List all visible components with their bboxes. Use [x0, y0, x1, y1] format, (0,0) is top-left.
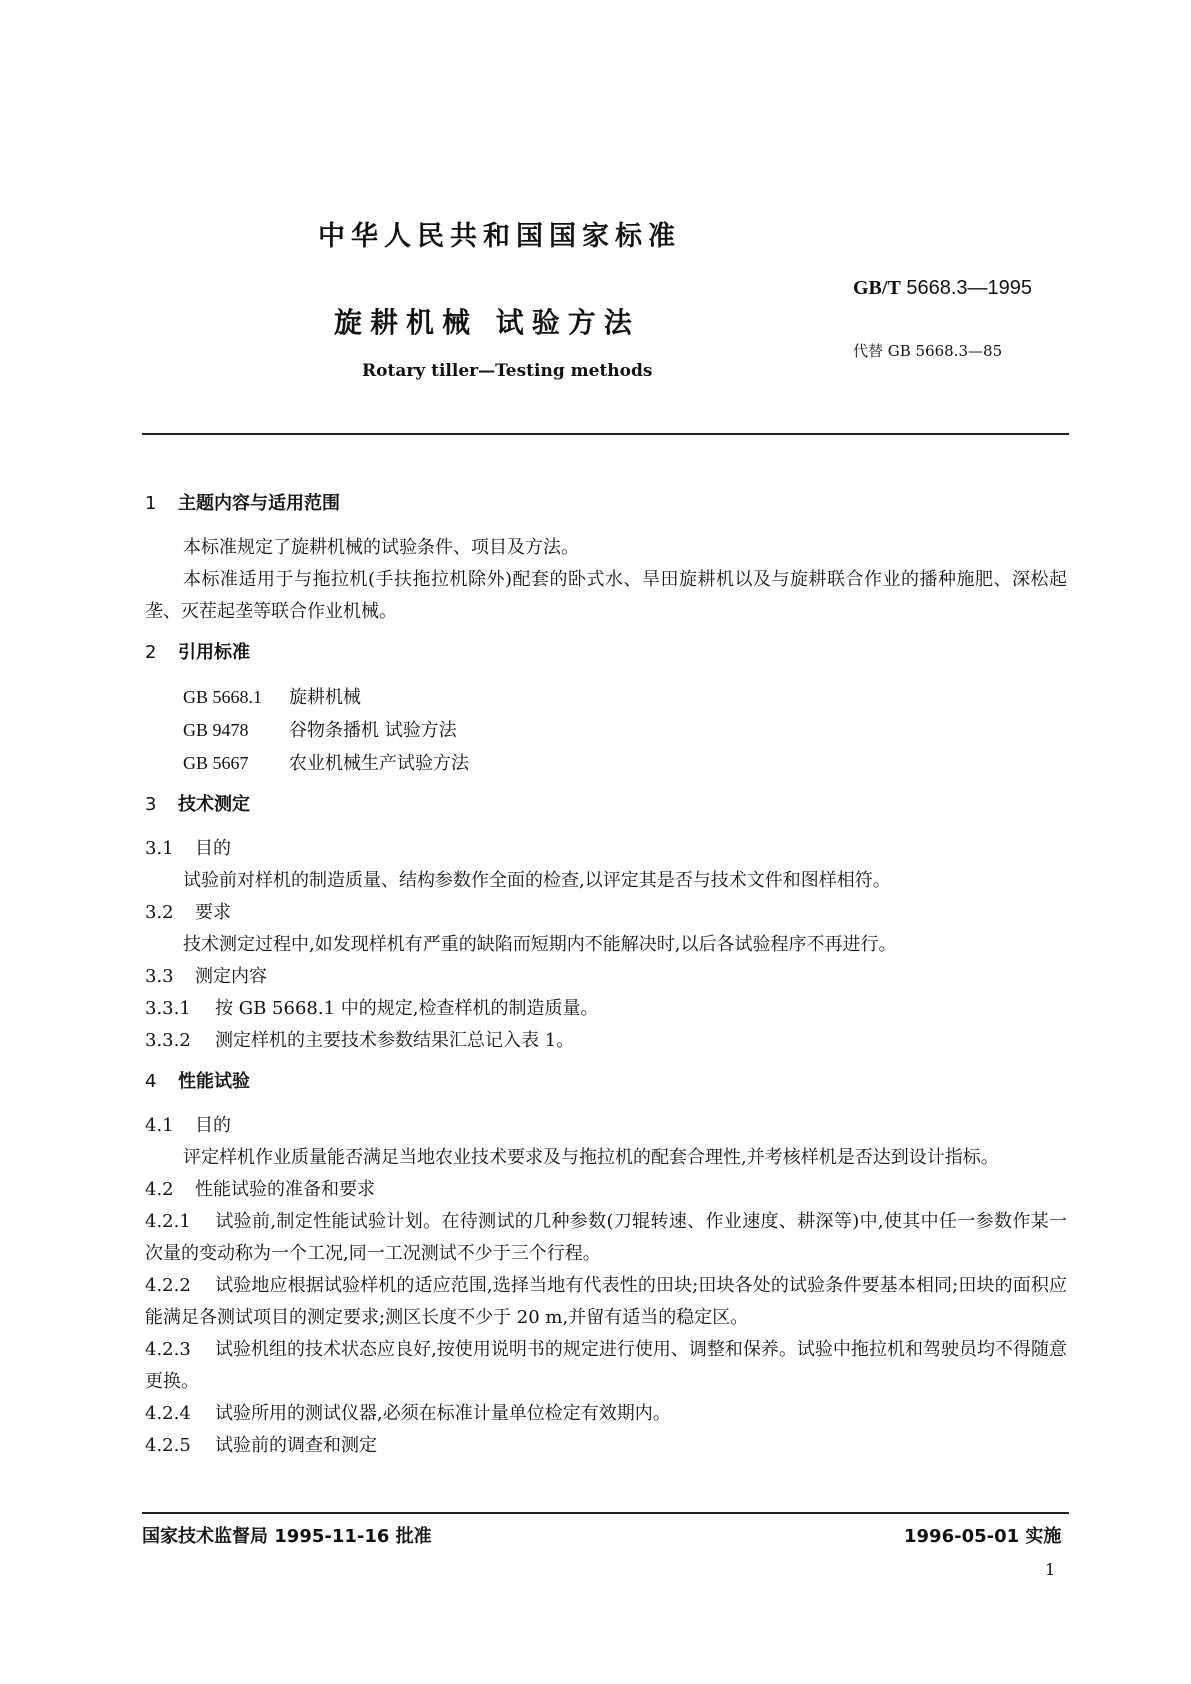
- clause-number: 3.3: [145, 966, 174, 987]
- section-3-heading: [145, 789, 1067, 821]
- reference-code: GB 9478: [183, 720, 249, 740]
- clause-title: 目的: [195, 1115, 231, 1136]
- section-1-heading: [145, 488, 1067, 520]
- clause-text: 按 GB 5668.1 中的规定,检查样机的制造质量。: [215, 998, 599, 1019]
- clause-4-2-heading: [145, 1174, 1067, 1206]
- clause-number: 4.2.2: [145, 1275, 191, 1296]
- replaces-standard: 代替 GB 5668.3—85: [853, 342, 1003, 360]
- reference-name: 农业机械生产试验方法: [289, 753, 469, 774]
- clause-3-2-heading: [145, 897, 1067, 929]
- section-2-title: 引用标准: [178, 642, 250, 663]
- reference-item: [145, 747, 1067, 780]
- section-1-number: 1: [145, 493, 157, 514]
- reference-name: 旋耕机械: [289, 687, 361, 708]
- clause-number: 4.2: [145, 1179, 174, 1200]
- clause-number: 3.3.1: [145, 998, 191, 1019]
- section-3-number: 3: [145, 794, 157, 815]
- clause-number: 3.1: [145, 838, 174, 859]
- clause-text: 试验前,制定性能试验计划。在待测试的几种参数(刀辊转速、作业速度、耕深等)中,使其中任一参数作某一次量的变动称为一个工况,同一工况测试不少于三个行程。: [145, 1211, 1067, 1264]
- clause-4-2-1: [145, 1206, 1067, 1270]
- clause-text: 试验所用的测试仪器,必须在标准计量单位检定有效期内。: [215, 1403, 671, 1424]
- clause-title: 要求: [195, 902, 231, 923]
- clause-4-1-heading: [145, 1110, 1067, 1142]
- footer-rule: [142, 1512, 1069, 1514]
- clause-number: 3.2: [145, 902, 174, 923]
- section-2-heading: [145, 637, 1067, 669]
- clause-4-2-3: [145, 1334, 1067, 1398]
- clause-number: 4.2.3: [145, 1339, 191, 1360]
- clause-4-1-text: 评定样机作业质量能否满足当地农业技术要求及与拖拉机的配套合理性,并考核样机是否达到设计指标。: [183, 1147, 999, 1168]
- section-2-number: 2: [145, 642, 157, 663]
- clause-title: 测定内容: [195, 966, 267, 987]
- section-4-title: 性能试验: [178, 1071, 250, 1092]
- clause-4-2-5: [145, 1430, 1067, 1462]
- clause-number: 3.3.2: [145, 1030, 191, 1051]
- reference-item: [145, 681, 1067, 714]
- clause-4-2-2: [145, 1270, 1067, 1334]
- clause-number: 4.2.4: [145, 1403, 191, 1424]
- section-1-title: 主题内容与适用范围: [178, 493, 340, 514]
- national-standard-heading: 中华人民共和国国家标准: [318, 221, 681, 252]
- standard-prefix: GB/T: [853, 277, 901, 299]
- clause-4-2-4: [145, 1398, 1067, 1430]
- standard-number-value: 5668.3—1995: [906, 277, 1033, 299]
- standard-number: [853, 277, 1032, 300]
- section-1-paragraph-1: 本标准规定了旋耕机械的试验条件、项目及方法。: [183, 537, 579, 558]
- reference-code: GB 5667: [183, 753, 249, 773]
- effective-date: 1996-05-01 实施: [904, 1526, 1062, 1547]
- page-number: 1: [1045, 1560, 1056, 1579]
- clause-number: 4.2.1: [145, 1211, 191, 1232]
- clause-number: 4.1: [145, 1115, 174, 1136]
- section-3-title: 技术测定: [178, 794, 250, 815]
- clause-title: 性能试验的准备和要求: [195, 1179, 375, 1200]
- clause-text: 试验前的调查和测定: [215, 1435, 377, 1456]
- document-title-en: Rotary tiller—Testing methods: [362, 361, 653, 381]
- clause-3-3-heading: [145, 961, 1067, 993]
- reference-name: 谷物条播机 试验方法: [289, 720, 457, 741]
- clause-3-1-heading: [145, 833, 1067, 865]
- clause-3-1-text: 试验前对样机的制造质量、结构参数作全面的检查,以评定其是否与技术文件和图样相符。: [183, 870, 891, 891]
- reference-item: [145, 714, 1067, 747]
- document-title-cn: 旋耕机械 试验方法: [334, 306, 640, 339]
- clause-3-3-2: [145, 1025, 1067, 1057]
- clause-text: 试验机组的技术状态应良好,按使用说明书的规定进行使用、调整和保养。试验中拖拉机和驾驶员均不得随意更换。: [145, 1339, 1067, 1392]
- document-body: [145, 488, 1067, 1462]
- clause-number: 4.2.5: [145, 1435, 191, 1456]
- header-rule: [142, 433, 1069, 435]
- section-4-number: 4: [145, 1071, 157, 1092]
- section-1-paragraph-2: 本标准适用于与拖拉机(手扶拖拉机除外)配套的卧式水、旱田旋耕机以及与旋耕联合作业的播种施肥、深松起垄、灭茬起垄等联合作业机械。: [145, 569, 1067, 622]
- clause-3-3-1: [145, 993, 1067, 1025]
- clause-title: 目的: [195, 838, 231, 859]
- reference-code: GB 5668.1: [183, 687, 263, 707]
- clause-3-2-text: 技术测定过程中,如发现样机有严重的缺陷而短期内不能解决时,以后各试验程序不再进行。: [183, 934, 897, 955]
- clause-text: 试验地应根据试验样机的适应范围,选择当地有代表性的田块;田块各处的试验条件要基本相同;田块的面积应能满足各测试项目的测定要求;测区长度不少于 20 m,并留有适当的稳定区。: [145, 1275, 1067, 1328]
- clause-text: 测定样机的主要技术参数结果汇总记入表 1。: [215, 1030, 575, 1051]
- section-4-heading: [145, 1066, 1067, 1098]
- approval-date: 国家技术监督局 1995-11-16 批准: [142, 1526, 432, 1547]
